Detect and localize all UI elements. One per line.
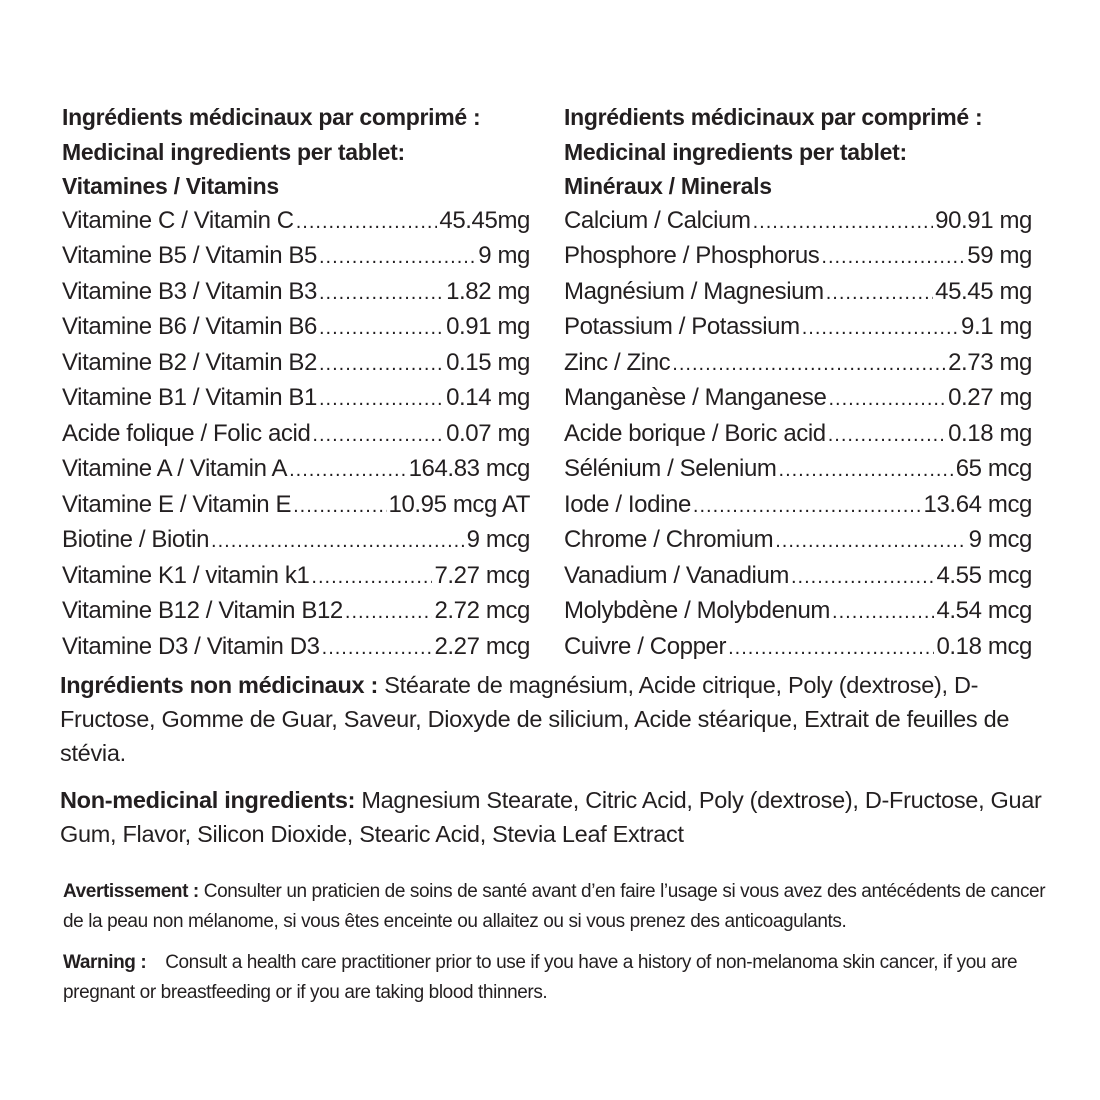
ingredient-amount: 65 mcg [955, 455, 1032, 482]
non-medicinal-ingredients-en [60, 783, 1050, 851]
ingredient-row [62, 310, 530, 346]
ingredient-amount: 45.45mg [439, 206, 530, 234]
ingredient-row [564, 417, 1032, 453]
ingredient-name: Acide folique / Folic acid [62, 419, 311, 447]
dot-leader [319, 240, 476, 275]
ingredient-name: Phosphore / Phosphorus [564, 242, 820, 269]
vitamins-column [62, 100, 530, 665]
ingredient-row [564, 381, 1032, 417]
ingredient-row [62, 417, 530, 453]
ingredient-amount: 0.07 mg [446, 419, 530, 447]
ingredient-row [564, 594, 1032, 630]
ingredient-amount: 90.91 mg [935, 206, 1032, 234]
minerals-column [564, 100, 1032, 665]
ingredient-amount: 4.54 mcg [936, 597, 1032, 624]
ingredient-name: Vitamine B12 / Vitamin B12 [62, 597, 343, 624]
non-medicinal-ingredients-fr [60, 668, 1050, 770]
ingredient-amount: 9 mcg [466, 526, 530, 553]
ingredient-name: Magnésium / Magnesium [564, 277, 824, 305]
ingredient-row [62, 452, 530, 488]
heading-fr: Ingrédients médicinaux par comprimé : [62, 104, 481, 130]
dot-leader [311, 560, 432, 595]
dot-leader [791, 560, 934, 595]
ingredient-amount: 9.1 mg [961, 313, 1032, 340]
ingredient-name: Iode / Iodine [564, 490, 691, 518]
non-medicinal-text-fr: Stéarate de magnésium, Acide citrique, Poly (dextrose), D-Fructose, Gomme de Guar, Saveur, Dioxyde de silicium, Acide stéarique, Extrait de feuilles de stévia. [60, 672, 1010, 766]
ingredient-amount: 4.55 mcg [936, 561, 1032, 589]
dot-leader [319, 276, 444, 311]
ingredient-name: Vitamine A / Vitamin A [62, 455, 288, 482]
dot-leader [832, 595, 934, 630]
ingredient-name: Vitamine B3 / Vitamin B3 [62, 277, 317, 305]
ingredient-name: Biotine / Biotin [62, 526, 210, 553]
ingredient-amount: 7.27 mcg [434, 561, 530, 589]
ingredient-amount: 13.64 mcg [923, 490, 1032, 518]
ingredient-row [564, 488, 1032, 524]
medicinal-ingredients-columns [62, 100, 1032, 665]
ingredient-row [564, 310, 1032, 346]
ingredient-name: Manganèse / Manganese [564, 384, 827, 411]
ingredient-name: Potassium / Potassium [564, 313, 800, 340]
ingredient-amount: 0.14 mg [446, 384, 530, 411]
ingredient-name: Cuivre / Copper [564, 632, 727, 660]
ingredient-row [62, 381, 530, 417]
ingredient-row [564, 239, 1032, 275]
ingredient-row [564, 204, 1032, 240]
dot-leader [319, 347, 444, 382]
ingredient-amount: 2.73 mg [948, 348, 1032, 376]
dot-leader [289, 453, 406, 488]
ingredient-name: Vitamine B6 / Vitamin B6 [62, 313, 317, 340]
ingredient-row [62, 523, 530, 559]
ingredient-row [564, 559, 1032, 595]
ingredient-amount: 164.83 mcg [408, 455, 530, 482]
warning-en [63, 948, 1053, 1008]
ingredient-name: Calcium / Calcium [564, 206, 751, 234]
dot-leader [319, 382, 444, 417]
ingredient-row [564, 452, 1032, 488]
dot-leader [322, 631, 433, 666]
non-medicinal-label-fr: Ingrédients non médicinaux : [60, 672, 379, 698]
section-title-minerals: Minéraux / Minerals [564, 173, 772, 199]
ingredient-amount: 59 mg [967, 242, 1032, 269]
dot-leader [802, 311, 959, 346]
warning-label-fr: Avertissement : [63, 881, 199, 902]
non-medicinal-label-en: Non-medicinal ingredients: [60, 787, 356, 813]
heading-fr: Ingrédients médicinaux par comprimé : [564, 104, 983, 130]
ingredient-name: Vanadium / Vanadium [564, 561, 789, 589]
warning-fr [63, 877, 1053, 937]
vitamins-list [62, 204, 530, 666]
ingredient-name: Vitamine E / Vitamin E [62, 490, 292, 518]
ingredient-name: Vitamine B1 / Vitamin B1 [62, 384, 317, 411]
dot-leader [828, 418, 946, 453]
ingredient-amount: 1.82 mg [446, 277, 530, 305]
ingredient-name: Sélénium / Selenium [564, 455, 777, 482]
ingredient-row [62, 488, 530, 524]
warning-text-en: Consult a health care practitioner prior to use if you have a history of non-melanoma skin cancer, if you are pregnant or breastfeeding or if you are taking blood thinners. [63, 952, 1018, 1003]
dot-leader [779, 453, 954, 488]
dot-leader [345, 595, 433, 630]
ingredient-name: Zinc / Zinc [564, 348, 671, 376]
ingredient-row [62, 594, 530, 630]
ingredient-amount: 10.95 mcg AT [388, 490, 530, 518]
ingredient-name: Molybdène / Molybdenum [564, 597, 831, 624]
dot-leader [728, 631, 934, 666]
ingredient-row [62, 239, 530, 275]
ingredient-name: Vitamine B2 / Vitamin B2 [62, 348, 317, 376]
dot-leader [821, 240, 965, 275]
ingredient-row [62, 559, 530, 595]
heading-en: Medicinal ingredients per tablet: [62, 138, 405, 165]
ingredient-row [62, 204, 530, 240]
ingredient-name: Acide borique / Boric acid [564, 419, 826, 447]
ingredient-row [62, 346, 530, 382]
ingredient-row [62, 275, 530, 311]
dot-leader [211, 524, 465, 559]
ingredient-name: Chrome / Chromium [564, 526, 774, 553]
dot-leader [828, 382, 946, 417]
ingredient-amount: 2.27 mcg [434, 632, 530, 660]
ingredient-amount: 2.72 mcg [434, 597, 530, 624]
ingredient-amount: 0.18 mcg [936, 632, 1032, 660]
ingredient-row [62, 630, 530, 666]
ingredient-row [564, 523, 1032, 559]
ingredient-amount: 45.45 mg [935, 277, 1032, 305]
dot-leader [693, 489, 922, 524]
ingredient-amount: 0.15 mg [446, 348, 530, 376]
warning-label-en: Warning : [63, 952, 147, 973]
dot-leader [312, 418, 444, 453]
ingredient-row [564, 275, 1032, 311]
dot-leader [775, 524, 966, 559]
ingredient-amount: 0.91 mg [446, 313, 530, 340]
ingredient-name: Vitamine C / Vitamin C [62, 206, 294, 234]
ingredient-name: Vitamine K1 / vitamin k1 [62, 561, 310, 589]
ingredient-row [564, 346, 1032, 382]
non-medicinal-text-en: Magnesium Stearate, Citric Acid, Poly (dextrose), D-Fructose, Guar Gum, Flavor, Silicon Dioxide, Stearic Acid, Stevia Leaf Extract [60, 787, 1042, 847]
warning-text-fr: Consulter un praticien de soins de santé avant d’en faire l’usage si vous avez des antécédents de cancer de la peau non mélanome, si vous êtes enceinte ou allaitez ou si vous prenez des anticoagulants. [63, 881, 1046, 932]
heading-en: Medicinal ingredients per tablet: [564, 138, 907, 165]
ingredient-name: Vitamine D3 / Vitamin D3 [62, 632, 320, 660]
dot-leader [826, 276, 933, 311]
ingredient-amount: 0.18 mg [948, 419, 1032, 447]
ingredient-amount: 9 mg [478, 242, 530, 269]
ingredient-amount: 0.27 mg [948, 384, 1032, 411]
dot-leader [296, 205, 438, 240]
dot-leader [319, 311, 444, 346]
dot-leader [293, 489, 386, 524]
ingredient-row [564, 630, 1032, 666]
section-title-vitamins: Vitamines / Vitamins [62, 173, 279, 199]
ingredient-amount: 9 mcg [968, 526, 1032, 553]
minerals-list [564, 204, 1032, 666]
ingredient-name: Vitamine B5 / Vitamin B5 [62, 242, 317, 269]
dot-leader [753, 205, 934, 240]
dot-leader [672, 347, 946, 382]
